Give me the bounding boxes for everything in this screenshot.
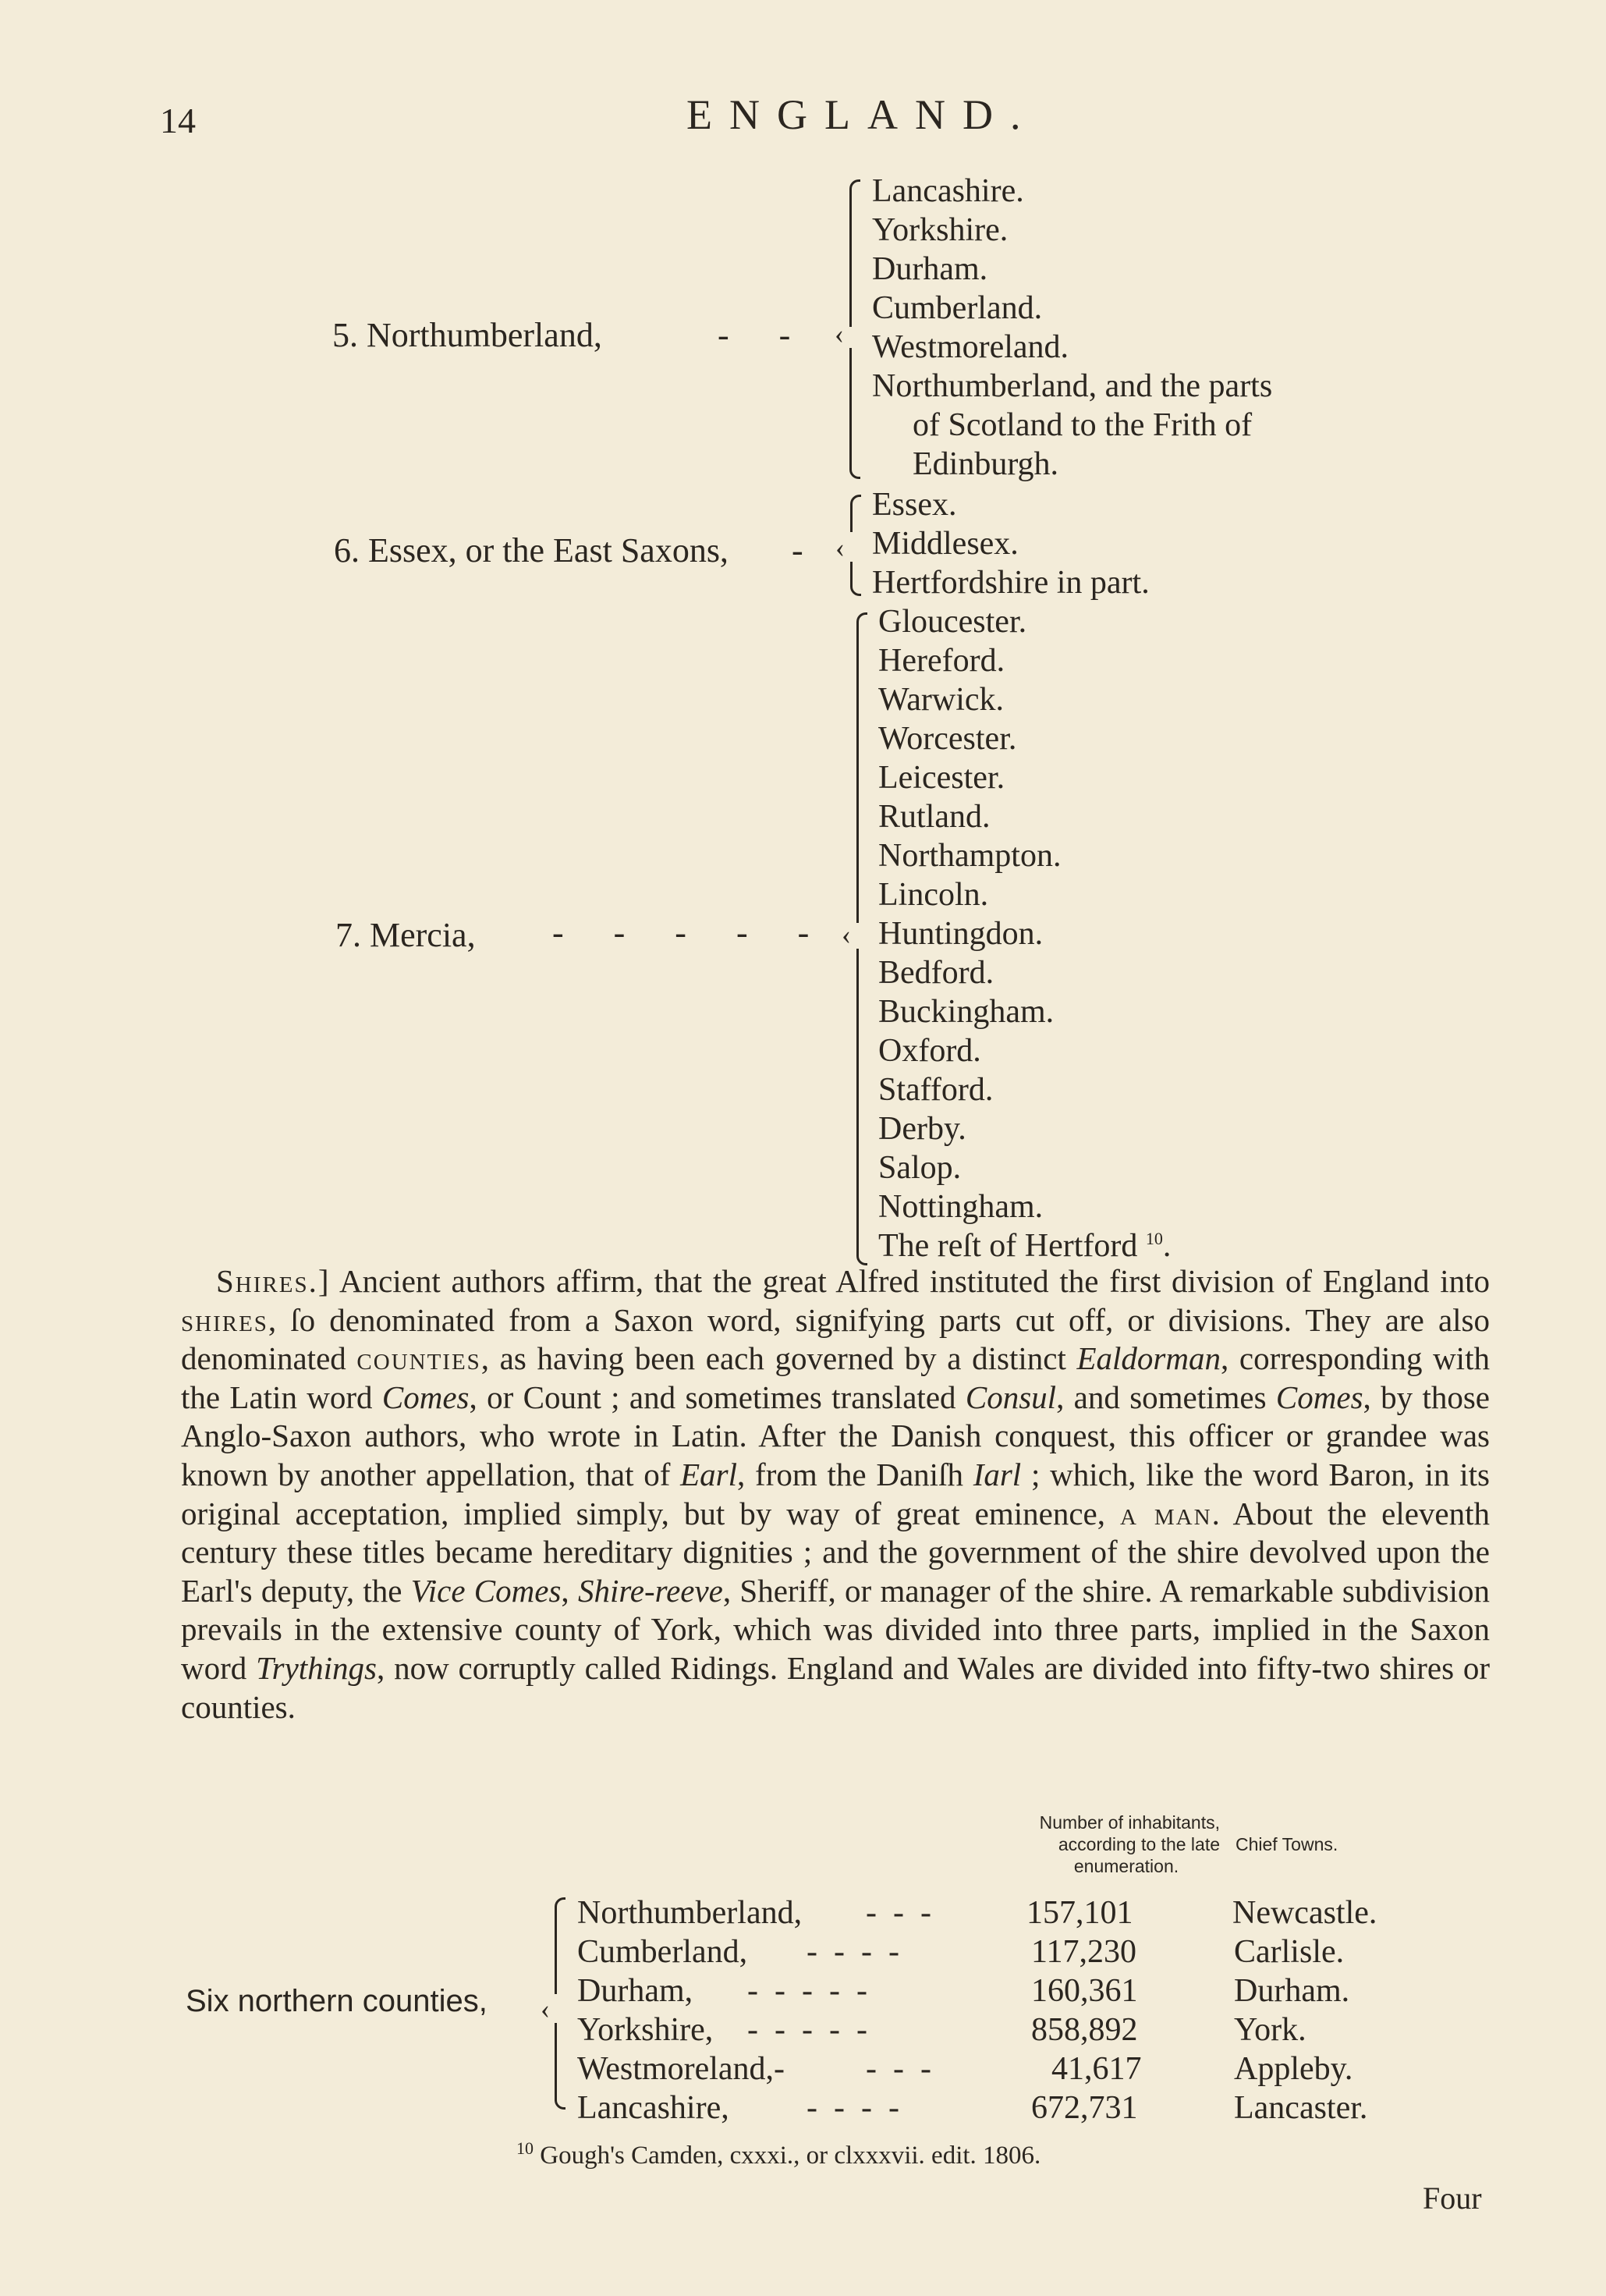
- italic-term: Shire-reeve: [577, 1572, 723, 1609]
- list-item: Northumberland, and the parts: [872, 368, 1273, 404]
- county-list: [872, 485, 1150, 602]
- chief-town-cell: Appleby.: [1234, 2051, 1353, 2087]
- list-item: Northampton.: [878, 838, 1062, 874]
- list-item: Bedford.: [878, 955, 994, 991]
- list-item: Rutland.: [878, 799, 991, 835]
- body-paragraph: [181, 1262, 1490, 1726]
- footnote: [516, 2138, 1041, 2170]
- kingdom-label: 6. Essex, or the East Saxons,: [334, 531, 729, 570]
- column-header-line: Number of inhabitants,: [1039, 1812, 1220, 1833]
- column-header-inhabitants: [986, 1812, 1220, 1877]
- page-number: 14: [160, 101, 196, 140]
- list-item: Cumberland.: [872, 290, 1043, 326]
- chief-town-cell: York.: [1234, 2012, 1306, 2048]
- county-cell: Durham,: [577, 1973, 693, 2009]
- leader-dashes: - - -: [866, 1895, 931, 1931]
- table-row: [0, 2050, 1606, 2089]
- italic-term: Comes: [1275, 1379, 1363, 1415]
- list-item: Stafford.: [878, 1072, 994, 1108]
- list-item: Salop.: [878, 1150, 962, 1186]
- list-item: Edinburgh.: [913, 446, 1059, 482]
- italic-term: Vice Comes: [410, 1572, 562, 1609]
- list-item: Hertfordshire in part.: [872, 565, 1150, 601]
- column-header-line: enumeration.: [1073, 1856, 1179, 1876]
- text-run: , or Count ; and sometimes translated: [469, 1379, 966, 1415]
- list-item: Essex.: [872, 487, 957, 523]
- text-run: , from the Daniſh: [737, 1456, 973, 1492]
- column-header-towns: Chief Towns.: [1236, 1834, 1338, 1854]
- list-item: Derby.: [878, 1111, 966, 1147]
- list-item-text: The reſt of Hertford: [878, 1228, 1138, 1264]
- table-row: [0, 1933, 1606, 1972]
- text-run: Ancient authors affirm, that the great Alfred instituted the first division of England into: [330, 1263, 1490, 1299]
- text-run: , corresponding with the Latin word: [181, 1340, 1490, 1415]
- list-item: Leicester.: [878, 760, 1005, 796]
- list-item: Worcester.: [878, 721, 1017, 757]
- chief-town-cell: Carlisle.: [1234, 1934, 1345, 1970]
- list-item: The reſt of Hertford $^{10}$.: [878, 1228, 1172, 1264]
- small-caps-term: shires: [181, 1301, 268, 1338]
- chief-town-cell: Lancaster.: [1234, 2090, 1368, 2126]
- catchword: Four: [1423, 2181, 1482, 2216]
- inhabitants-cell: 858,892: [1031, 2012, 1138, 2048]
- list-item: of Scotland to the Frith of: [913, 407, 1253, 443]
- kingdom-label: 7. Mercia,: [335, 916, 476, 954]
- list-item: Durham.: [872, 251, 988, 287]
- list-item: Buckingham.: [878, 994, 1055, 1030]
- inhabitants-cell: 117,230: [1031, 1934, 1136, 1970]
- table-group-label: Six northern counties,: [186, 1984, 487, 2018]
- list-item: Hereford.: [878, 643, 1005, 679]
- chief-town-cell: Newcastle.: [1232, 1895, 1377, 1931]
- list-item: Lancashire.: [872, 173, 1024, 209]
- leader-dashes: - - - - -: [747, 2012, 867, 2048]
- county-cell: Lancashire,: [577, 2090, 729, 2126]
- inhabitants-cell: 41,617: [1051, 2051, 1142, 2087]
- county-cell: Cumberland,: [577, 1934, 748, 1970]
- list-item: Nottingham.: [878, 1189, 1044, 1225]
- inhabitants-cell: 157,101: [1026, 1895, 1133, 1931]
- county-list: [878, 602, 1171, 1265]
- list-item: Lincoln.: [878, 877, 989, 913]
- list-item: Oxford.: [878, 1033, 981, 1069]
- text-run: , and sometimes: [1056, 1379, 1276, 1415]
- leader-dashes: - - - -: [807, 1934, 899, 1970]
- small-caps-term: a man: [1119, 1495, 1212, 1531]
- text-run: , ſo denominated from a Saxon word, signifying parts cut off, or divisions. They are also denominated: [181, 1301, 1490, 1377]
- county-cell: Yorkshire,: [577, 2012, 714, 2048]
- list-item: Middlesex.: [872, 526, 1019, 562]
- footnote-marker: 10: [516, 2138, 534, 2158]
- table-row: [0, 2089, 1606, 2128]
- text-run: , as having been each governed by a distinct: [480, 1340, 1077, 1377]
- county-cell: Northumberland,: [577, 1895, 803, 1931]
- running-head: ENGLAND.: [686, 91, 1038, 138]
- kingdom-label: 5. Northumberland,: [332, 316, 602, 354]
- italic-term: Consul: [965, 1379, 1057, 1415]
- list-item: Westmoreland.: [872, 329, 1069, 365]
- chief-town-cell: Durham.: [1234, 1973, 1350, 2009]
- leader-dashes: - - - -: [807, 2090, 899, 2126]
- column-header-line: according to the late: [1058, 1834, 1220, 1854]
- text-run: , now corruptly called Ridings. England and Wales are divided into fifty-two shires or counties.: [181, 1649, 1490, 1725]
- table-row: [0, 1972, 1606, 2011]
- italic-term: Iarl: [973, 1456, 1022, 1492]
- text-run: ; which, like the word Baron, in its original acceptation, implied simply, but by way of great eminence,: [181, 1456, 1490, 1531]
- table-row: [0, 1894, 1606, 1933]
- leader-dashes: - - -: [866, 2051, 931, 2087]
- list-item: Huntingdon.: [878, 916, 1044, 952]
- small-caps-term: counties: [356, 1340, 481, 1377]
- text-run: , by those Anglo-Saxon authors, who wrote in Latin. After the Danish conquest, this officer or grandee was known by another appellation, that of: [181, 1379, 1491, 1492]
- book-page: 14 ENGLAND. 5. Northumberland, - - ‹ Lancashire. Yorkshire. Durham. Cumberland. Westmoreland. Northumberland, and the parts of Scotland to the Frith of Edinburgh. 6. Essex, or the East Saxons, - ‹ Essex. Middlesex. Hertfordshire in part. 7. Mercia, - - - - - ‹ Gloucester. Hereford. Warwick. Worcester. Leicester. Rutland. Northampton. Lincoln. Huntingdon. Bedford. Buckingham. Oxford. Stafford. Derby. Salop. Nottingham. The reſt of Hertford $^{10}$. Shires.] Ancient authors affirm, that the great Alfred instituted the first division of England into shires, ſo denominated from a Saxon word, signifying parts cut off, or divisions. They are also denominated counties, as having been each governed by a distinct Ealdorman, corresponding with the Latin word Comes, or Count ; and sometimes translated Consul, and sometimes Comes, by those Anglo-Saxon authors, who wrote in Latin. After the Danish conquest, this officer or grandee was known by another appellation, that of Earl, from the Daniſh Iarl ; which, like the word Baron, in its original acceptation, implied simply, but by way of great eminence, a man. About the eleventh century these titles became hereditary dignities ; and the government of the shire devolved upon the Earl's deputy, the Vice Comes, Shire-reeve, Sheriff, or manager of the shire. A remarkable subdivision prevails in the extensive county of York, which was divided into three parts, implied in the Saxon word Trythings, now corruptly called Ridings. England and Wales are divided into fifty-two shires or counties. Number of inhabitants, according to the late enumeration. Chief Towns. Six northern counties, ‹ Northumberland, - - - 157,101 Newcastle. Cumberland, - - - - 117,230 Carlisle. Durham, - - - - - 160,361 Durham. Yorkshire, - - - - - 858,892 York. Westmoreland,- - - - 41,617 Appleby. Lancashire, - - - - 672,731 Lancaster. $^{10}$ Gough's Camden, cxxxi., or clxxxvii. edit. 1806. Four: [0, 0, 1606, 2296]
- text-run: . About the eleventh century these titles became hereditary dignities ; and the government of the shire devolved upon the Earl's deputy, the: [181, 1495, 1490, 1609]
- list-item: Warwick.: [878, 682, 1005, 718]
- italic-term: Ealdorman: [1076, 1340, 1221, 1377]
- inhabitants-cell: 672,731: [1031, 2090, 1138, 2126]
- leader-dashes: - - - - -: [747, 1973, 867, 2009]
- italic-term: Trythings: [256, 1649, 378, 1686]
- text-run: ,: [561, 1572, 578, 1609]
- inhabitants-cell: 160,361: [1031, 1973, 1138, 2009]
- table-row: [0, 2011, 1606, 2050]
- text-run: , Sheriff, or manager of the shire. A remarkable subdivision prevails in the extensive county of York, which was divided into three parts, implied in the Saxon word: [181, 1572, 1491, 1686]
- paragraph-text: [181, 1263, 1490, 1725]
- footnote-text: Gough's Camden, cxxxi., or clxxxvii. edit. 1806.: [540, 2142, 1041, 2170]
- footnote-reference: 10: [1145, 1229, 1163, 1248]
- section-heading: Shires.]: [216, 1263, 331, 1299]
- list-item: Yorkshire.: [872, 212, 1009, 248]
- italic-term: Earl: [680, 1456, 738, 1492]
- list-item: Gloucester.: [878, 604, 1027, 640]
- county-cell: Westmoreland,-: [577, 2051, 785, 2087]
- leader-dashes: - -: [718, 316, 802, 354]
- leader-dashes: - - - - -: [552, 914, 821, 952]
- italic-term: Comes: [381, 1379, 470, 1415]
- county-list: [872, 172, 1272, 484]
- leader-dashes: -: [792, 531, 814, 570]
